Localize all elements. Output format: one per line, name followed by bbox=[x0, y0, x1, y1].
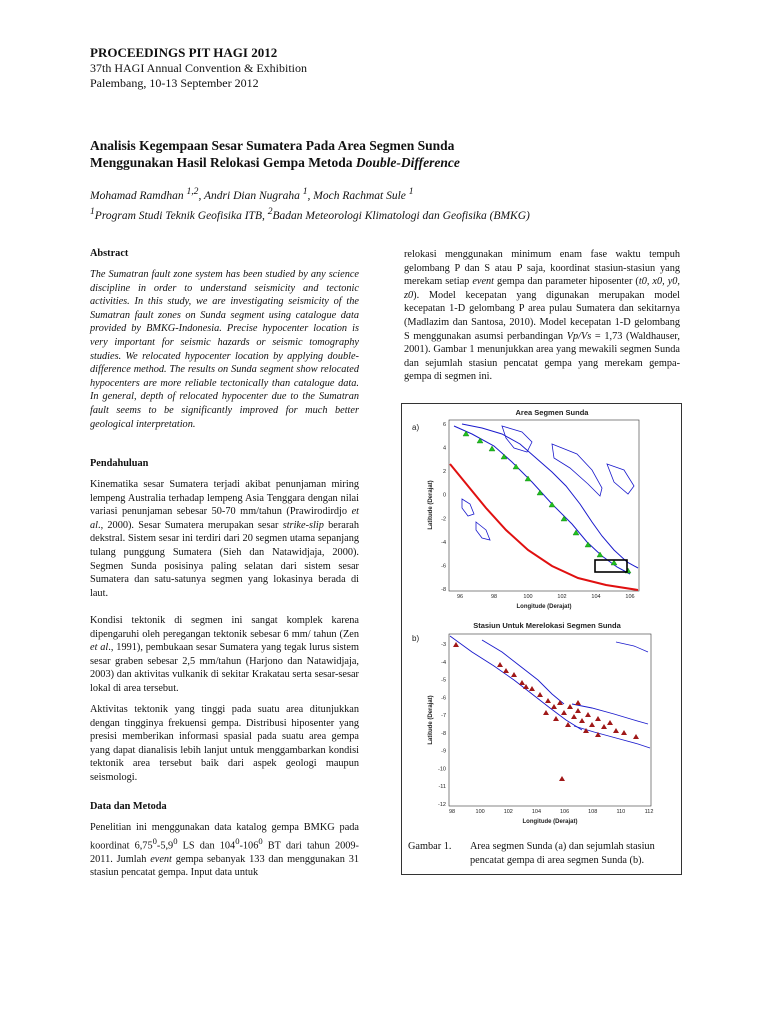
author-3: Moch Rachmat Sule bbox=[313, 189, 406, 202]
tick-label: -2 bbox=[441, 516, 446, 523]
author-1: Mohamad Ramdhan bbox=[90, 189, 184, 202]
pendahuluan-heading: Pendahuluan bbox=[90, 458, 149, 469]
tick-label: 98 bbox=[490, 594, 498, 600]
p1-etal: et al bbox=[90, 506, 359, 531]
tick-label: -7 bbox=[441, 713, 446, 720]
p1-a: Kinematika sesar Sumatera terjadi akibat penunjaman miring lempeng Australia terhadap lempeng Asia Tenggara dengan nilai variasi penunjaman sebesar 50-70 mm/tahun (Prawirodirdjo bbox=[90, 479, 359, 518]
p2-etal: et al bbox=[90, 642, 109, 654]
tick-label: -5 bbox=[441, 677, 446, 684]
data-metoda-paragraph bbox=[90, 821, 359, 880]
author-2: Andri Dian Nugraha bbox=[204, 189, 300, 202]
affiliation-2: Badan Meteorologi Klimatologi dan Geofisika (BMKG) bbox=[272, 209, 530, 222]
tick-label: 100 bbox=[523, 594, 533, 600]
affiliation-line bbox=[90, 204, 710, 224]
abstract-heading: Abstract bbox=[90, 248, 129, 259]
p2-a: Kondisi tektonik di segmen ini sangat komplek karena dipengaruhi oleh peregangan tektonik sebesar 6 mm/ tahun (Zen bbox=[90, 615, 359, 640]
panel-a-axes bbox=[449, 420, 639, 591]
p2-b: ., 1991), pembukaan sesar Sumatera yang tegak lurus sistem sesar graben sebesar 2,5 mm/tahun (Harjono dan Natawidjaja, 2003) dan aktivitas vulkanik di sekitar Krakatau serta sesar-sesar lokal di area tersebut. bbox=[90, 642, 359, 694]
author-block bbox=[90, 184, 710, 224]
panel-b-yticks bbox=[438, 642, 446, 808]
proceedings-title: PROCEEDINGS PIT HAGI 2012 bbox=[90, 45, 278, 60]
title-line-2 bbox=[90, 154, 690, 171]
p1-b: ., 2000). Sesar Sumatera merupakan sesar bbox=[98, 519, 283, 531]
pendahuluan-paragraph-2 bbox=[90, 614, 359, 696]
p1-c: berarah dekstral. Sistem sesar ini terdiri dari 20 segmen utama sepanjang tulang punggung Sumatera (Sieh dan Natawidjaja, 2000). Segmen Sunda posisinya paling selatan dari sistem sesar Sumatera dan satu-satunya segmen yang lokasinya berada di laut. bbox=[90, 519, 359, 599]
dm-sup2: 0 bbox=[173, 835, 178, 846]
panel-b-xlabel: Longitude (Derajat) bbox=[522, 819, 578, 825]
tick-label: 102 bbox=[503, 809, 513, 815]
p1-strike-slip: strike-slip bbox=[282, 519, 324, 531]
panel-a-xlabel: Longitude (Derajat) bbox=[516, 604, 572, 610]
panel-b-xticks bbox=[449, 809, 653, 815]
tick-label: 98 bbox=[448, 809, 456, 815]
author-1-sup: 1,2 bbox=[186, 186, 199, 197]
tick-label: 4 bbox=[442, 445, 446, 452]
dm-a: Penelitian ini menggunakan data katalog gempa BMKG pada koordinat 6,75 bbox=[90, 822, 359, 852]
pendahuluan-paragraph-3: Aktivitas tektonik yang tinggi pada suatu area ditunjukkan dengan tingginya frekuensi gempa. Distribusi hiposenter yang presisi memberikan informasi spasial pada suatu area gempa yang dapat dianalisis lebih lanjut untuk menggambarkan kondisi tektonik area tersebut baik dari aspek geologi maupun seismologi. bbox=[90, 704, 359, 783]
panel-a-title: Area Segmen Sunda bbox=[515, 408, 589, 417]
aff1-sup: 1 bbox=[90, 205, 95, 217]
author-2-sup: 1 bbox=[302, 186, 308, 197]
panel-b-title: Stasiun Untuk Merelokasi Segmen Sunda bbox=[473, 621, 621, 630]
tick-label: 100 bbox=[475, 809, 485, 815]
paper-title bbox=[90, 137, 690, 171]
caption-text: Area segmen Sunda (a) dan sejumlah stasiun pencatat gempa di area segmen Sunda (b). bbox=[470, 841, 655, 866]
dm-sup1: 0 bbox=[152, 835, 157, 846]
abstract-text: The Sumatran fault zone system has been studied by any science discipline in order to understand seismicity and tectonic activities. In this study, we are investigating seismicity of the Sumatran fault zones on Sunda segment using catalogue data provided by BMKG-Indonesia. Precise hypocenter location is very important for seismic hazards or seismic tomography studies. We relocated hypocenter location by applying double-difference method. The results on Sunda segment show relocated hypocenters are more reliable tectonically than catalogue data. In general, depth of relocated hypocenter due to the Sumatran fault seems to be significantly improved for much better geological interpretation. bbox=[90, 269, 359, 430]
dm-e: BT dari tahun 2009-2011. Jumlah bbox=[90, 840, 359, 865]
tick-label: -8 bbox=[441, 730, 446, 737]
tick-label: 104 bbox=[591, 594, 601, 600]
tick-label: 104 bbox=[531, 809, 542, 815]
tick-label: 108 bbox=[588, 809, 598, 815]
tick-label: 0 bbox=[442, 492, 446, 499]
panel-a-label: a) bbox=[412, 423, 420, 432]
tick-label: -9 bbox=[441, 748, 446, 755]
dm-sup4: 0 bbox=[258, 835, 263, 846]
caption-label: Gambar 1. bbox=[408, 841, 452, 852]
rc-ratio: Vp/Vs bbox=[566, 330, 592, 342]
dm-event: event bbox=[150, 853, 172, 865]
title-line-2-italic: Double-Difference bbox=[355, 155, 460, 170]
tick-label: 6 bbox=[442, 422, 446, 428]
panel-b-ylabel: Latitude (Derajat) bbox=[428, 695, 434, 745]
title-line-1: Analisis Kegempaan Sesar Sumatera Pada Area Segmen Sunda bbox=[90, 138, 455, 153]
tick-label: 2 bbox=[442, 469, 446, 476]
tick-label: 102 bbox=[557, 594, 567, 600]
tick-label: -6 bbox=[441, 695, 446, 702]
author-line: Mohamad Ramdhan $^{1,2}$, Andri Dian Nugraha $^1$, Moch Rachmat Sule $^1$ bbox=[90, 186, 414, 202]
figure-1-maps bbox=[402, 404, 681, 829]
dm-c: LS dan 104 bbox=[177, 840, 236, 852]
venue-date-line: Palembang, 10-13 September 2012 bbox=[90, 76, 259, 90]
rc-a: relokasi menggunakan minimum enam fase waktu tempuh gelombang P dan S atau P saja, koordinat stasiun-stasiun yang merekam setiap bbox=[404, 249, 680, 288]
tick-label: -4 bbox=[441, 659, 446, 666]
rc-params: t0, x0, y0, z0 bbox=[404, 276, 680, 301]
title-line-2-plain: Menggunakan Hasil Relokasi Gempa Metoda bbox=[90, 155, 356, 170]
panel-a-yticks bbox=[441, 422, 446, 593]
panel-b-label: b) bbox=[412, 634, 420, 643]
affiliation-1: Program Studi Teknik Geofisika ITB, bbox=[94, 209, 268, 222]
panel-a-xticks bbox=[457, 594, 635, 600]
tick-label: -10 bbox=[438, 766, 446, 773]
tick-label: -12 bbox=[438, 802, 446, 808]
tick-label: -4 bbox=[441, 539, 446, 546]
right-column-paragraph bbox=[404, 248, 680, 384]
tick-label: 110 bbox=[616, 809, 626, 815]
panel-b-axes bbox=[449, 634, 651, 806]
tick-label: -3 bbox=[441, 642, 446, 648]
tick-label: 106 bbox=[559, 809, 570, 815]
dm-f: gempa sebanyak 133 dan menggunakan 31 stasiun pencatat gempa. Input data untuk bbox=[90, 853, 359, 879]
author-3-sup: 1 bbox=[408, 186, 414, 197]
tick-label: -8 bbox=[441, 587, 446, 593]
dm-b: -5,9 bbox=[156, 840, 174, 852]
tick-label: 112 bbox=[644, 809, 654, 815]
dm-d: -106 bbox=[239, 840, 259, 852]
tick-label: 106 bbox=[625, 594, 635, 600]
rc-b: gempa dan parameter hiposenter ( bbox=[494, 276, 639, 288]
pendahuluan-paragraph-1 bbox=[90, 478, 359, 600]
panel-a-ylabel: Latitude (Derajat) bbox=[428, 480, 434, 530]
tick-label: -6 bbox=[441, 563, 446, 570]
dm-sup3: 0 bbox=[235, 835, 240, 846]
tick-label: -11 bbox=[438, 784, 446, 791]
tick-label: 96 bbox=[456, 594, 464, 600]
data-metoda-heading: Data dan Metoda bbox=[90, 801, 167, 812]
rc-event: event bbox=[472, 276, 495, 288]
aff2-sup: 2 bbox=[267, 205, 273, 217]
rc-d: = 1,73 (Waldhauser, 2001). Gambar 1 menunjukkan area yang mewakili segmen Sunda dan sejumlah stasiun pencatat gempa yang merekam gempa-gempa di segmen ini. bbox=[404, 330, 680, 383]
rc-c: ). Model kecepatan yang digunakan merupakan model kecepatan 1-D gelombang P area pulau Sumatera dan sekitarnya (Madlazim dan Santosa, 2010). Model kecepatan 1-D gelombang S menggunakan asumsi perbandingan bbox=[404, 289, 680, 342]
convention-line: 37th HAGI Annual Convention & Exhibition bbox=[90, 61, 307, 75]
figure-1-frame bbox=[401, 403, 682, 875]
